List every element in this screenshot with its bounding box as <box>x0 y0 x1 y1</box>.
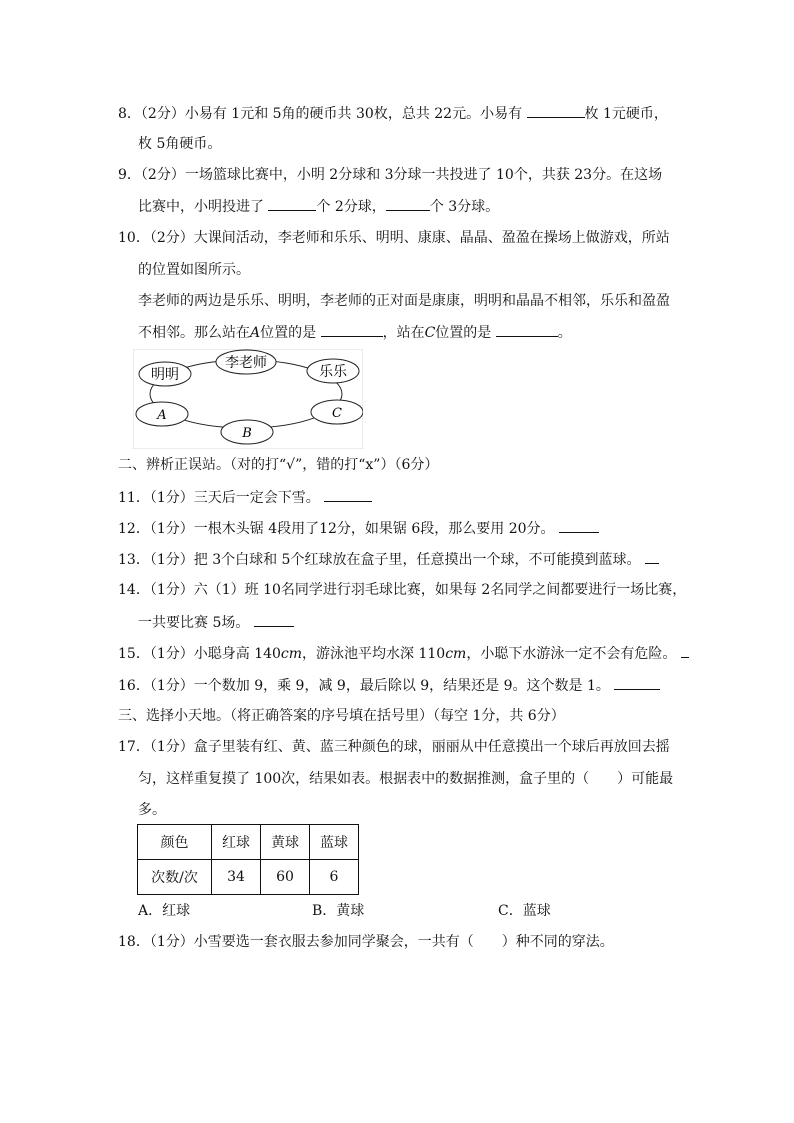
option-a[interactable]: A．红球 <box>138 903 191 919</box>
node-label: 明明 <box>151 367 179 383</box>
question-text: 不相邻。那么站在 <box>138 325 250 341</box>
answer-blank[interactable] <box>681 643 689 658</box>
question-score: （1分） <box>149 678 194 694</box>
question-text: 位置的是 <box>260 325 317 341</box>
question-score: （1分） <box>149 521 194 537</box>
seating-diagram <box>133 349 363 449</box>
answer-blank[interactable] <box>324 487 372 502</box>
option-c[interactable]: C．蓝球 <box>498 903 551 919</box>
question-score: （2分） <box>140 167 185 183</box>
question-9-line-1 <box>118 165 662 185</box>
question-text: 把 3个白球和 5个红球放在盒子里，任意摸出一个球，不可能摸到蓝球。 <box>193 552 641 568</box>
question-text: 匀，这样重复摸了 100次，结果如表。根据表中的数据推测，盒子里的（ ）可能最 <box>138 771 674 787</box>
question-17-line-1 <box>118 737 670 757</box>
question-text: 小聪身高 140 <box>193 646 281 662</box>
question-text: 多。 <box>138 802 166 818</box>
question-score: （2分） <box>149 230 194 246</box>
node-left-top <box>139 362 191 386</box>
question-score: （1分） <box>149 646 194 662</box>
question-number: 8． <box>118 106 141 122</box>
table-cell: 6 <box>310 860 359 895</box>
question-score: （1分） <box>149 934 194 950</box>
table-cell: 蓝球 <box>310 825 359 860</box>
question-10-line-1 <box>118 228 670 248</box>
table-cell: 60 <box>261 860 310 895</box>
node-label: 乐乐 <box>319 364 347 380</box>
section-2-title <box>118 455 438 475</box>
question-18 <box>118 932 614 952</box>
question-score: （1分） <box>149 490 194 506</box>
question-number: 18． <box>118 934 150 950</box>
question-text: 六（1）班 10名同学进行羽毛球比赛，如果每 2名同学之间都要进行一场比赛， <box>193 582 687 598</box>
question-8-line-1 <box>118 103 668 124</box>
question-11 <box>118 487 372 508</box>
question-text: ，站在 <box>382 325 425 341</box>
question-text: 。 <box>557 325 572 341</box>
question-17-line-3 <box>138 800 166 820</box>
answer-blank[interactable] <box>614 675 660 690</box>
option-b[interactable]: B．黄球 <box>312 903 365 919</box>
question-text: 一共要比赛 5场。 <box>138 615 250 631</box>
answer-blank[interactable] <box>268 196 316 211</box>
question-15 <box>118 643 689 664</box>
question-16 <box>118 675 660 696</box>
question-text: 一个数加 9，乘 9，减 9，最后除以 9，结果还是 9。这个数是 1。 <box>193 678 610 694</box>
table-cell: 34 <box>212 860 261 895</box>
section-title: 三、选择小天地。（将正确答案的序号填在括号里）（每空 1分，共 6分） <box>118 708 565 724</box>
question-number: 9． <box>118 167 141 183</box>
unit-label: cm <box>280 646 303 662</box>
unit-label: cm <box>445 646 467 662</box>
question-number: 11． <box>118 490 150 506</box>
question-text: ，游泳池平均水深 110 <box>302 646 446 662</box>
table-cell: 次数/次 <box>138 860 212 895</box>
question-14-line-1 <box>118 580 686 600</box>
question-text: 个 3分球。 <box>429 199 500 215</box>
node-right-bottom <box>311 400 363 424</box>
node-left-bottom <box>136 402 188 426</box>
question-text: 李老师的两边是乐乐、明明，李老师的正对面是康康，明明和晶晶不相邻，乐乐和盈盈 <box>138 293 670 309</box>
node-label: C <box>332 406 342 421</box>
question-text: 三天后一定会下雪。 <box>193 490 320 506</box>
table-header-row <box>138 825 359 860</box>
question-8-line-2 <box>138 134 221 154</box>
question-number: 14． <box>118 582 150 598</box>
question-text: 枚 1元硬币， <box>584 106 668 122</box>
question-number: 16． <box>118 678 150 694</box>
answer-blank[interactable] <box>559 518 599 533</box>
node-right-top <box>307 359 359 383</box>
question-10-line-3 <box>138 291 670 311</box>
table-cell: 颜色 <box>138 825 212 860</box>
answer-blank[interactable] <box>254 612 294 627</box>
question-number: 15． <box>118 646 150 662</box>
question-number: 17． <box>118 739 150 755</box>
question-text: 盒子里装有红、黄、蓝三种颜色的球，丽丽从中任意摸出一个球后再放回去摇 <box>193 739 670 755</box>
answer-blank[interactable] <box>645 549 659 564</box>
question-text: 枚 5角硬币。 <box>138 136 222 152</box>
question-10-line-2 <box>138 260 250 280</box>
question-10-line-4 <box>138 322 572 343</box>
answer-blank[interactable] <box>386 196 430 211</box>
question-score: （1分） <box>149 552 194 568</box>
section-3-title <box>118 706 565 726</box>
question-text: 一根木头锯 4段用了12分，如果锯 6段，那么要用 20分。 <box>193 521 555 537</box>
question-17-line-2 <box>138 769 673 789</box>
answer-blank[interactable] <box>527 103 585 118</box>
question-number: 12． <box>118 521 150 537</box>
question-number: 10． <box>118 230 150 246</box>
question-13 <box>118 549 659 570</box>
position-label: C <box>424 325 436 341</box>
node-label: B <box>242 426 252 441</box>
question-score: （1分） <box>149 739 194 755</box>
question-text: 比赛中，小明投进了 <box>138 199 264 215</box>
section-title: 二、辨析正误站。（对的打“√”，错的打“x”）（6分） <box>118 457 439 473</box>
question-text: ，小聪下水游泳一定不会有危险。 <box>466 646 677 662</box>
question-text: 小雪要选一套衣服去参加同学聚会，一共有（ ）种不同的穿法。 <box>193 934 614 950</box>
question-12 <box>118 518 599 539</box>
table-cell: 黄球 <box>261 825 310 860</box>
question-text: 个 2分球， <box>316 199 386 215</box>
node-label: A <box>157 408 167 423</box>
question-text: 一场篮球比赛中，小明 2分球和 3分球一共投进了 10个，共获 23分。在这场 <box>184 167 663 183</box>
position-label: A <box>250 325 261 341</box>
question-9-line-2 <box>138 196 499 217</box>
answer-blank[interactable] <box>321 322 383 337</box>
node-bottom <box>221 420 273 444</box>
table-row <box>138 860 359 895</box>
table-cell: 红球 <box>212 825 261 860</box>
question-14-line-2 <box>138 612 294 633</box>
question-number: 13． <box>118 552 150 568</box>
question-text: 位置的是 <box>435 325 492 341</box>
question-score: （1分） <box>149 582 194 598</box>
question-text: 的位置如图所示。 <box>138 262 250 278</box>
question-text: 小易有 1元和 5角的硬币共 30枚，总共 22元。小易有 <box>184 106 523 122</box>
question-text: 大课间活动，李老师和乐乐、明明、康康、晶晶、盈盈在操场上做游戏，所站 <box>193 230 670 246</box>
frequency-table <box>137 824 359 895</box>
answer-blank[interactable] <box>496 322 558 337</box>
node-label: 李老师 <box>225 355 267 371</box>
question-score: （2分） <box>140 106 185 122</box>
node-teacher <box>216 350 276 374</box>
